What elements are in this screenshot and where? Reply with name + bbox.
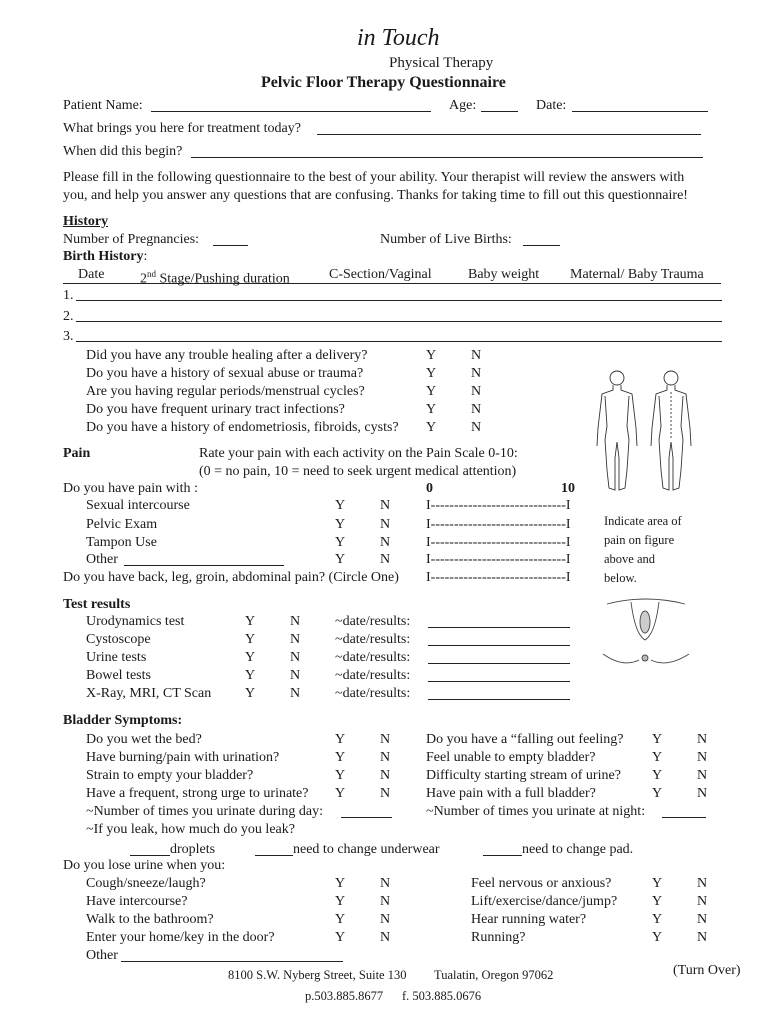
bladder-question: Feel unable to empty bladder? bbox=[426, 750, 596, 765]
test-item: X-Ray, MRI, CT Scan bbox=[86, 686, 212, 701]
figure-note-line: above and bbox=[604, 552, 656, 566]
history-heading: History bbox=[63, 214, 109, 229]
no-option[interactable]: N bbox=[697, 768, 708, 783]
birth-row-label: 3. bbox=[63, 329, 74, 344]
urinate-day-label: ~Number of times you urinate during day: bbox=[86, 804, 323, 819]
yes-option[interactable]: Y bbox=[335, 786, 346, 801]
history-question: Did you have any trouble healing after a delivery? bbox=[86, 348, 368, 363]
age-field[interactable] bbox=[481, 111, 518, 112]
pelvic-figure[interactable] bbox=[601, 594, 691, 672]
yes-option[interactable]: Y bbox=[335, 750, 346, 765]
no-option[interactable]: N bbox=[380, 768, 391, 783]
treatment-reason-field[interactable] bbox=[317, 134, 701, 135]
no-option[interactable]: N bbox=[380, 786, 391, 801]
bladder-question: Have a frequent, strong urge to urinate? bbox=[86, 786, 309, 801]
yes-option[interactable]: Y bbox=[245, 650, 256, 665]
logo-text: in Touch bbox=[357, 25, 440, 51]
no-option[interactable]: N bbox=[471, 366, 482, 381]
age-label: Age: bbox=[449, 98, 477, 113]
no-option[interactable]: N bbox=[471, 402, 482, 417]
live-births-field[interactable] bbox=[523, 245, 560, 246]
birth-row-field[interactable] bbox=[76, 300, 722, 301]
no-option[interactable]: N bbox=[697, 732, 708, 747]
bladder-question: Have pain with a full bladder? bbox=[426, 786, 596, 801]
col-trauma: Maternal/ Baby Trauma bbox=[570, 267, 704, 282]
intro-line-2: you, and help you answer any questions that are confusing. Thanks for taking time to fill out this questionnaire! bbox=[63, 188, 688, 203]
bladder-question: Strain to empty your bladder? bbox=[86, 768, 254, 783]
patient-name-field[interactable] bbox=[151, 111, 431, 112]
pelvic-detail bbox=[640, 611, 650, 633]
col-date: Date bbox=[78, 267, 105, 282]
no-option[interactable]: N bbox=[380, 750, 391, 765]
history-question: Do you have a history of endometriosis, fibroids, cysts? bbox=[86, 420, 399, 435]
pain-scale[interactable]: I-----------------------------I bbox=[426, 517, 571, 532]
intro-line-1: Please fill in the following questionnaire to the best of your ability. Your therapist will review the answers with bbox=[63, 170, 685, 185]
test-item: Bowel tests bbox=[86, 668, 151, 683]
no-option[interactable]: N bbox=[380, 912, 391, 927]
pain-scale[interactable]: I-----------------------------I bbox=[426, 552, 571, 567]
no-option[interactable]: N bbox=[380, 894, 391, 909]
yes-option[interactable]: Y bbox=[335, 894, 346, 909]
bladder-question: Do you wet the bed? bbox=[86, 732, 202, 747]
pain-other-field[interactable] bbox=[124, 565, 284, 566]
pad-label: need to change pad. bbox=[522, 842, 634, 857]
lose-urine-item: Cough/sneeze/laugh? bbox=[86, 876, 206, 891]
yes-option[interactable]: Y bbox=[335, 912, 346, 927]
no-option[interactable]: N bbox=[380, 732, 391, 747]
yes-option[interactable]: Y bbox=[335, 517, 346, 532]
yes-option[interactable]: Y bbox=[245, 614, 256, 629]
live-births-label: Number of Live Births: bbox=[380, 232, 512, 247]
test-date-field[interactable] bbox=[428, 663, 570, 664]
underwear-field[interactable] bbox=[255, 855, 293, 856]
test-date-field[interactable] bbox=[428, 627, 570, 628]
no-option[interactable]: N bbox=[697, 912, 708, 927]
bladder-heading: Bladder Symptoms: bbox=[63, 713, 183, 728]
no-option[interactable]: N bbox=[380, 930, 391, 945]
no-option[interactable]: N bbox=[380, 498, 391, 513]
lose-urine-other-field[interactable] bbox=[121, 961, 343, 962]
tests-heading: Test results bbox=[63, 597, 131, 612]
figure-note-line: below. bbox=[604, 571, 637, 585]
pain-item: Pelvic Exam bbox=[86, 517, 158, 532]
pain-item: Other bbox=[86, 552, 118, 567]
birth-row-field[interactable] bbox=[76, 341, 722, 342]
scale-min: 0 bbox=[426, 481, 433, 496]
onset-field[interactable] bbox=[191, 157, 703, 158]
pain-item: Tampon Use bbox=[86, 535, 157, 550]
yes-option[interactable]: Y bbox=[245, 632, 256, 647]
col-csection: C-Section/Vaginal bbox=[329, 267, 432, 282]
no-option[interactable]: N bbox=[697, 930, 708, 945]
droplets-field[interactable] bbox=[130, 855, 170, 856]
pregnancies-label: Number of Pregnancies: bbox=[63, 232, 200, 247]
col-stage: 2nd Stage/Pushing duration bbox=[140, 269, 290, 287]
no-option[interactable]: N bbox=[380, 535, 391, 550]
yes-option[interactable]: Y bbox=[335, 876, 346, 891]
no-option[interactable]: N bbox=[380, 517, 391, 532]
pain-scale[interactable]: I-----------------------------I bbox=[426, 498, 571, 513]
yes-option[interactable]: Y bbox=[652, 876, 663, 891]
yes-option[interactable]: Y bbox=[335, 732, 346, 747]
scale-max: 10 bbox=[561, 481, 575, 496]
no-option[interactable]: N bbox=[290, 614, 301, 629]
pelvic-outline bbox=[607, 599, 685, 604]
yes-option[interactable]: Y bbox=[426, 348, 437, 363]
underwear-label: need to change underwear bbox=[293, 842, 440, 857]
test-date-label: ~date/results: bbox=[335, 650, 411, 665]
yes-option[interactable]: Y bbox=[652, 894, 663, 909]
no-option[interactable]: N bbox=[290, 686, 301, 701]
footer-city: Tualatin, Oregon 97062 bbox=[434, 968, 554, 982]
lose-urine-other-label: Other bbox=[86, 948, 118, 963]
yes-option[interactable]: Y bbox=[335, 768, 346, 783]
history-question: Are you having regular periods/menstrual cycles? bbox=[86, 384, 365, 399]
history-question: Do you have a history of sexual abuse or trauma? bbox=[86, 366, 364, 381]
date-field[interactable] bbox=[572, 111, 708, 112]
birth-row-label: 1. bbox=[63, 288, 74, 303]
yes-option[interactable]: Y bbox=[426, 384, 437, 399]
patient-name-label: Patient Name: bbox=[63, 98, 143, 113]
test-date-label: ~date/results: bbox=[335, 668, 411, 683]
yes-option[interactable]: Y bbox=[245, 686, 256, 701]
lose-urine-item: Enter your home/key in the door? bbox=[86, 930, 275, 945]
yes-option[interactable]: Y bbox=[652, 912, 663, 927]
lose-urine-item: Walk to the bathroom? bbox=[86, 912, 214, 927]
yes-option[interactable]: Y bbox=[652, 768, 663, 783]
pain-item: Sexual intercourse bbox=[86, 498, 190, 513]
back-pain-question: Do you have back, leg, groin, abdominal pain? (Circle One) bbox=[63, 570, 399, 585]
yes-option[interactable]: Y bbox=[245, 668, 256, 683]
lose-urine-item: Hear running water? bbox=[471, 912, 587, 927]
onset-label: When did this begin? bbox=[63, 144, 183, 159]
leak-label: ~If you leak, how much do you leak? bbox=[86, 822, 295, 837]
footer-phone: p.503.885.8677 bbox=[305, 989, 384, 1003]
lose-urine-item: Lift/exercise/dance/jump? bbox=[471, 894, 618, 909]
footer-address: 8100 S.W. Nyberg Street, Suite 130 bbox=[228, 968, 407, 982]
no-option[interactable]: N bbox=[471, 420, 482, 435]
test-item: Urodynamics test bbox=[86, 614, 185, 629]
yes-option[interactable]: Y bbox=[652, 750, 663, 765]
no-option[interactable]: N bbox=[290, 632, 301, 647]
no-option[interactable]: N bbox=[697, 750, 708, 765]
history-question: Do you have frequent urinary tract infections? bbox=[86, 402, 345, 417]
yes-option[interactable]: Y bbox=[426, 420, 437, 435]
pain-scale[interactable]: I-----------------------------I bbox=[426, 535, 571, 550]
yes-option[interactable]: Y bbox=[335, 498, 346, 513]
birth-history-heading: Birth History: bbox=[63, 249, 148, 264]
figure-note-line: Indicate area of bbox=[604, 514, 682, 528]
birth-row-label: 2. bbox=[63, 309, 74, 324]
test-item: Urine tests bbox=[86, 650, 147, 665]
no-option[interactable]: N bbox=[290, 650, 301, 665]
pad-field[interactable] bbox=[483, 855, 522, 856]
col-baby-weight: Baby weight bbox=[468, 267, 540, 282]
urinate-day-field[interactable] bbox=[341, 817, 392, 818]
no-option[interactable]: N bbox=[380, 876, 391, 891]
treatment-reason-label: What brings you here for treatment today? bbox=[63, 121, 301, 136]
test-date-label: ~date/results: bbox=[335, 632, 411, 647]
test-date-label: ~date/results: bbox=[335, 686, 411, 701]
figure-note-line: pain on figure bbox=[604, 533, 675, 547]
pelvic-detail bbox=[642, 655, 648, 661]
pain-rate-line-2: (0 = no pain, 10 = need to seek urgent medical attention) bbox=[199, 464, 517, 479]
bladder-question: Difficulty starting stream of urine? bbox=[426, 768, 621, 783]
yes-option[interactable]: Y bbox=[335, 535, 346, 550]
lose-urine-item: Feel nervous or anxious? bbox=[471, 876, 612, 891]
test-date-field[interactable] bbox=[428, 699, 570, 700]
no-option[interactable]: N bbox=[471, 348, 482, 363]
no-option[interactable]: N bbox=[471, 384, 482, 399]
front-body-outline bbox=[597, 371, 637, 490]
no-option[interactable]: N bbox=[697, 876, 708, 891]
no-option[interactable]: N bbox=[697, 786, 708, 801]
test-date-field[interactable] bbox=[428, 681, 570, 682]
birth-history-header-row bbox=[63, 266, 721, 287]
yes-option[interactable]: Y bbox=[652, 786, 663, 801]
lose-urine-item: Have intercourse? bbox=[86, 894, 188, 909]
yes-option[interactable]: Y bbox=[652, 732, 663, 747]
yes-option[interactable]: Y bbox=[426, 366, 437, 381]
pain-question: Do you have pain with : bbox=[63, 481, 198, 496]
no-option[interactable]: N bbox=[697, 894, 708, 909]
bladder-question: Have burning/pain with urination? bbox=[86, 750, 280, 765]
test-date-field[interactable] bbox=[428, 645, 570, 646]
footer-fax: f. 503.885.0676 bbox=[402, 989, 482, 1003]
test-date-label: ~date/results: bbox=[335, 614, 411, 629]
birth-row-field[interactable] bbox=[76, 321, 722, 322]
pain-heading: Pain bbox=[63, 446, 91, 461]
yes-option[interactable]: Y bbox=[335, 552, 346, 567]
no-option[interactable]: N bbox=[380, 552, 391, 567]
subtitle: Physical Therapy bbox=[389, 55, 494, 71]
bladder-question: Do you have a “falling out feeling? bbox=[426, 732, 624, 747]
date-label: Date: bbox=[536, 98, 567, 113]
yes-option[interactable]: Y bbox=[335, 930, 346, 945]
urinate-night-label: ~Number of times you urinate at night: bbox=[426, 804, 646, 819]
urinate-night-field[interactable] bbox=[662, 817, 706, 818]
pain-rate-line-1: Rate your pain with each activity on the Pain Scale 0-10: bbox=[199, 446, 518, 461]
pain-scale[interactable]: I-----------------------------I bbox=[426, 570, 571, 585]
lose-urine-item: Running? bbox=[471, 930, 526, 945]
lose-urine-label: Do you lose urine when you: bbox=[63, 858, 226, 873]
yes-option[interactable]: Y bbox=[426, 402, 437, 417]
body-figure-front-back[interactable] bbox=[591, 366, 699, 496]
test-item: Cystoscope bbox=[86, 632, 151, 647]
turn-over-note: (Turn Over) bbox=[673, 963, 741, 978]
pregnancies-field[interactable] bbox=[213, 245, 248, 246]
page-title: Pelvic Floor Therapy Questionnaire bbox=[261, 74, 506, 91]
no-option[interactable]: N bbox=[290, 668, 301, 683]
back-body-outline bbox=[651, 371, 691, 490]
droplets-label: droplets bbox=[170, 842, 216, 857]
yes-option[interactable]: Y bbox=[652, 930, 663, 945]
